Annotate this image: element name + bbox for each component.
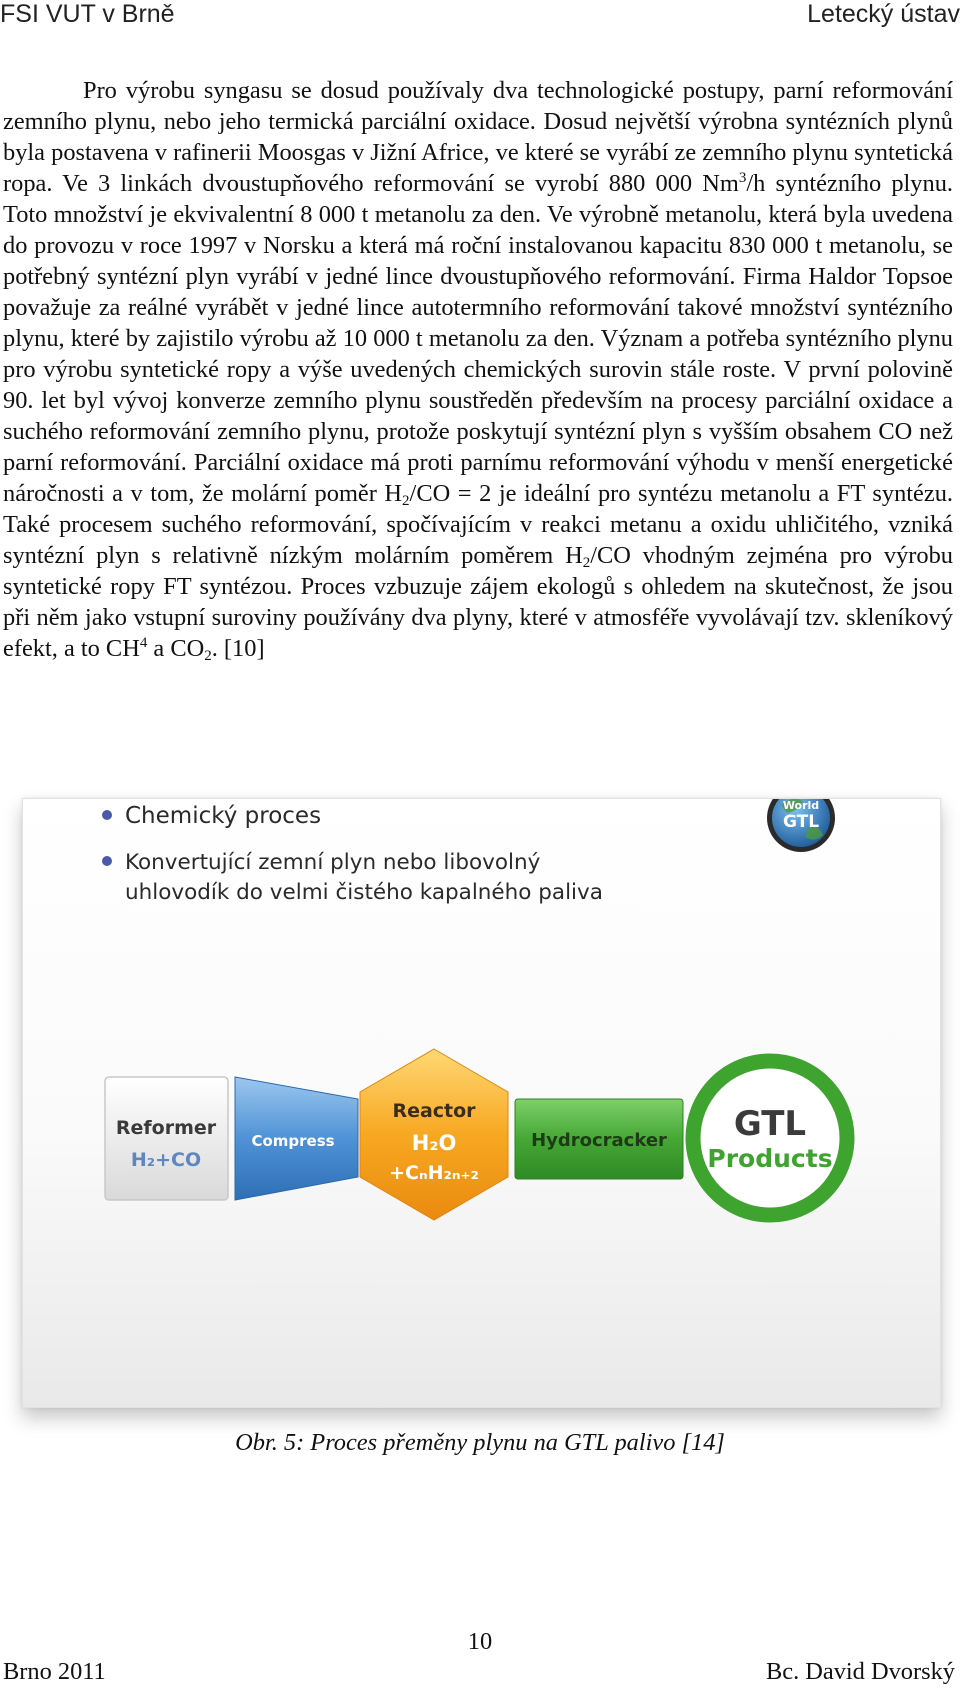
footer-left: Brno 2011 [3, 1658, 106, 1685]
paragraph-text: a CO [147, 635, 205, 662]
bullet-text-line2: uhlovodík do velmi čistého kapalného paliva [125, 880, 603, 905]
reactor-formula: +CₙH₂ₙ₊₂ [389, 1162, 479, 1184]
paragraph-text: /CO = 2 je ideální pro syntézu metanolu a FT syntézu. Také procesem suchého reformování, spočívajícím v reakci metanu a oxidu uhličitého, vzniká syntézní plyn s relativně nízkým molárním poměrem H [3, 480, 953, 569]
reformer-label: Reformer [115, 1117, 217, 1139]
subscript: 2 [582, 555, 591, 571]
reactor-h2o: H₂O [411, 1131, 457, 1155]
paragraph-text: . [10] [211, 635, 265, 662]
header-left: FSI VUT v Brně [0, 0, 175, 28]
bullet-icon [102, 810, 112, 820]
gtl-products-circle [693, 1061, 847, 1215]
bullet-icon [102, 856, 112, 866]
reformer-formula: H₂+CO [130, 1149, 202, 1171]
logo-text-world: World [782, 799, 820, 812]
footer-right: Bc. David Dvorský [765, 1658, 955, 1685]
hydrocracker-label: Hydrocracker [531, 1130, 667, 1151]
bullet-text-line1: Konvertující zemní plyn nebo libovolný [125, 850, 541, 875]
paragraph-text: Pro výrobu syngasu se dosud používaly dva technologické postupy, parní reformování zemního plynu, nebo jeho termická parciální oxidace. Dosud největší výrobna syntézních plynů byla postavena v rafinerii Moosgas v Jižní Africe, ve které se vyrábí ze zemního plynu syntetická ropa. Ve 3 linkách dvoustupňového reformování se vyrobí 880 000 Nm [3, 77, 953, 197]
page-number: 10 [467, 1628, 493, 1655]
logo-text-gtl: GTL [782, 812, 820, 832]
body-paragraph [3, 75, 953, 664]
subscript: 2 [204, 648, 212, 664]
reactor-label: Reactor [392, 1100, 476, 1122]
compress-label: Compress [251, 1132, 335, 1150]
paragraph-text: /CO vhodným zejména pro výrobu syntetické ropy FT syntézou. Proces vzbuzuje zájem ekologů s ohledem na skutečnost, že jsou při něm jako vstupní suroviny používány dva plyny, které v atmosféře vyvolávají tzv. skleníkový efekt, a to CH [3, 542, 953, 662]
gtl-products-subtitle: Products [707, 1144, 833, 1173]
subscript: 2 [402, 493, 410, 509]
hydrocracker-block [515, 1099, 683, 1179]
gtl-process-diagram [23, 799, 940, 1407]
bullet-text-chemical-process: Chemický proces [125, 803, 322, 829]
superscript: 4 [139, 635, 148, 651]
paragraph-text: /h syntézního plynu. Toto množství je ekvivalentní 8 000 t metanolu za den. Ve výrobně metanolu, která byla uvedena do provozu v roce 1997 v Norsku a která má roční instalovanou kapacitu 830 000 t metanolu, se potřebný syntézní plyn vyrábí v jedné lince dvoustupňového reformování. Firma Haldor Topsoe považuje za reálné vyrábět v jedné lince autotermního reformování takové množství syntézního plynu, které by zajistilo výrobu až 10 000 t metanolu za den. Význam a potřeba syntézního plynu pro výrobu syntetické ropy a výše uvedených chemických surovin stále roste. V první polovině 90. let byl vývoj konverze zemního plynu soustředěn především na procesy parciální oxidace a suchého reformování zemního plynu, protože poskytují syntézní plyn s vyšším obsahem CO než parní reformování. Parciální oxidace má proti parnímu reformování výhodu v menší energetické náročnosti a v tom, že molární poměr H [3, 170, 953, 507]
superscript: 3 [738, 170, 747, 186]
gtl-products-title: GTL [733, 1104, 807, 1144]
gtl-process-figure [22, 798, 941, 1408]
header-right: Letecký ústav [807, 0, 960, 28]
figure-caption: Obr. 5: Proces přeměny plynu na GTL palivo [14] [235, 1429, 725, 1456]
reformer-block [105, 1077, 228, 1200]
